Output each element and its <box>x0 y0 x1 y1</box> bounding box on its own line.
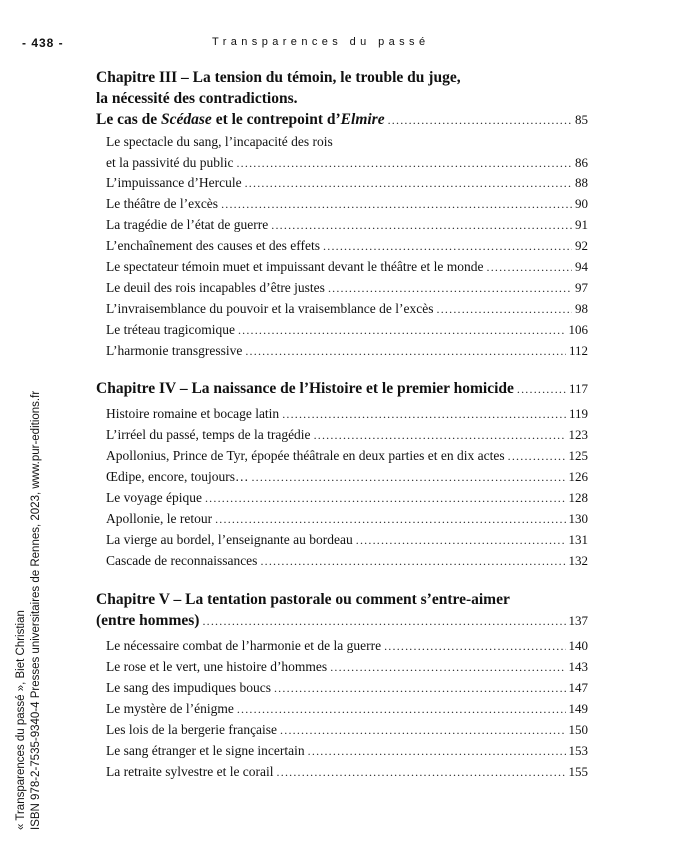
dot-leader <box>517 379 566 400</box>
section-entry <box>106 466 588 487</box>
section-label: Les lois de la bergerie française <box>106 722 278 737</box>
page-ref: 88 <box>575 175 588 190</box>
chapter-entry-row <box>96 109 588 130</box>
page-ref: 150 <box>568 722 588 737</box>
section-label: Le rose et le vert, une histoire d’hommes <box>106 659 328 674</box>
section-label: Le sang étranger et le signe incertain <box>106 743 305 758</box>
page-ref: 155 <box>568 764 588 779</box>
section-entry <box>106 403 588 424</box>
chapter-heading <box>96 67 588 130</box>
dot-leader <box>323 236 572 257</box>
section-entry <box>106 656 588 677</box>
page-ref: 85 <box>575 112 588 127</box>
section-entry <box>106 340 588 361</box>
page-ref: 125 <box>568 448 588 463</box>
dot-leader <box>508 446 566 467</box>
section-entry <box>106 256 588 277</box>
section-entry <box>106 740 588 761</box>
section-entry <box>106 214 588 235</box>
chapter-title-line: Chapitre III – La tension du témoin, le trouble du juge, <box>96 69 461 86</box>
section-label: Apollonius, Prince de Tyr, épopée théâtrale en deux parties et en dix actes <box>106 448 505 463</box>
dot-leader <box>245 341 566 362</box>
section-entry <box>106 529 588 550</box>
dot-leader <box>437 299 572 320</box>
section-label: Apollonie, le retour <box>106 511 213 526</box>
chapter-entry-row <box>96 378 588 399</box>
page-ref: 94 <box>575 259 588 274</box>
section-entry <box>106 761 588 782</box>
page-ref: 143 <box>568 659 588 674</box>
section-label: Le deuil des rois incapables d’être justes <box>106 280 325 295</box>
section-label: L’irréel du passé, temps de la tragédie <box>106 427 311 442</box>
dot-leader <box>328 278 572 299</box>
chapter-title-line: Chapitre IV – La naissance de l’Histoire et le premier homicide <box>96 380 514 397</box>
section-label: Histoire romaine et bocage latin <box>106 406 280 421</box>
section-label: Le spectateur témoin muet et impuissant devant le théâtre et le monde <box>106 259 484 274</box>
section-entry <box>106 445 588 466</box>
section-entry <box>106 193 588 214</box>
chapter-title-line: Chapitre V – La tentation pastorale ou comment s’entre-aimer <box>96 591 510 608</box>
section-label: Le spectacle du sang, l’incapacité des rois <box>106 134 333 149</box>
page-ref: 132 <box>568 553 588 568</box>
section-label: Le tréteau tragicomique <box>106 322 235 337</box>
page-ref: 97 <box>575 280 588 295</box>
page-ref: 92 <box>575 238 588 253</box>
page-ref: 98 <box>575 301 588 316</box>
dot-leader <box>236 153 572 174</box>
section-entry <box>106 635 588 656</box>
dot-leader <box>274 678 566 699</box>
section-entry <box>106 550 588 571</box>
copyright-line-1: « Transparences du passé », Biet Christian <box>15 610 27 830</box>
section-entry <box>106 508 588 529</box>
dot-leader <box>260 551 565 572</box>
dot-leader <box>221 194 572 215</box>
dot-leader <box>384 636 565 657</box>
dot-leader <box>205 488 566 509</box>
page-ref: 86 <box>575 155 588 170</box>
page-ref: 91 <box>575 217 588 232</box>
section-entry <box>106 235 588 256</box>
section-label: Le sang des impudiques boucs <box>106 680 271 695</box>
section-label: La retraite sylvestre et le corail <box>106 764 274 779</box>
dot-leader <box>388 110 572 131</box>
page-ref: 130 <box>568 511 588 526</box>
page-ref: 112 <box>568 343 588 358</box>
page-ref: 149 <box>568 701 588 716</box>
section-entry <box>106 677 588 698</box>
page-ref: 137 <box>568 613 588 628</box>
section-label: Le nécessaire combat de l’harmonie et de la guerre <box>106 638 382 653</box>
copyright-line-2: ISBN 978-2-7535-9340-4 Presses universitaires de Rennes, 2023, www.pur-editions.fr <box>29 390 42 830</box>
section-entry <box>106 319 588 340</box>
page-ref: 153 <box>568 743 588 758</box>
page-number: - 438 - <box>22 36 64 50</box>
page-ref: 128 <box>568 490 588 505</box>
page-ref: 126 <box>568 469 588 484</box>
running-title: Transparences du passé <box>212 36 430 48</box>
dot-leader <box>487 257 573 278</box>
page-ref: 119 <box>568 406 588 421</box>
section-entry <box>106 132 588 173</box>
section-label: L’invraisemblance du pouvoir et la vraisemblance de l’excès <box>106 301 434 316</box>
page-ref: 140 <box>568 638 588 653</box>
dot-leader <box>238 320 566 341</box>
section-entry <box>106 698 588 719</box>
section-label: et la passivité du public <box>106 155 234 170</box>
page-ref: 131 <box>568 532 588 547</box>
page-ref: 90 <box>575 196 588 211</box>
page-ref: 147 <box>568 680 588 695</box>
dot-leader <box>330 657 565 678</box>
page-ref: 123 <box>568 427 588 442</box>
dot-leader <box>282 404 566 425</box>
dot-leader <box>215 509 565 530</box>
dot-leader <box>280 720 565 741</box>
section-label: L’impuissance d’Hercule <box>106 175 242 190</box>
chapter-heading <box>96 589 588 631</box>
section-label: Le théâtre de l’excès <box>106 196 219 211</box>
section-entry <box>106 487 588 508</box>
section-label: La tragédie de l’état de guerre <box>106 217 269 232</box>
dot-leader <box>202 611 565 632</box>
section-label: Œdipe, encore, toujours… <box>106 469 249 484</box>
chapter-heading <box>96 378 588 399</box>
chapter-title-line: (entre hommes) <box>96 612 200 629</box>
chapter-entry-row <box>96 610 588 631</box>
section-entry <box>106 298 588 319</box>
copyright-sidebar <box>14 390 60 830</box>
dot-leader <box>308 741 566 762</box>
chapter-title-line: la nécessité des contradictions. <box>96 90 298 107</box>
dot-leader <box>314 425 566 446</box>
section-label: Le voyage épique <box>106 490 202 505</box>
section-row <box>106 152 588 173</box>
section-entry <box>106 424 588 445</box>
dot-leader <box>237 699 566 720</box>
dot-leader <box>245 173 572 194</box>
dot-leader <box>277 762 566 783</box>
section-label: La vierge au bordel, l’enseignante au bordeau <box>106 532 353 547</box>
dot-leader <box>251 467 565 488</box>
page-ref: 106 <box>568 322 588 337</box>
section-entry <box>106 719 588 740</box>
section-label: Le mystère de l’énigme <box>106 701 234 716</box>
chapter-title-line: Le cas de Scédase et le contrepoint d’Elmire <box>96 111 385 128</box>
page-header <box>22 36 464 52</box>
dot-leader <box>271 215 572 236</box>
dot-leader <box>356 530 566 551</box>
section-label: Cascade de reconnaissances <box>106 553 258 568</box>
section-label: L’harmonie transgressive <box>106 343 243 358</box>
page-ref: 117 <box>568 381 588 396</box>
section-entry <box>106 277 588 298</box>
section-label: L’enchaînement des causes et des effets <box>106 238 321 253</box>
section-entry <box>106 172 588 193</box>
